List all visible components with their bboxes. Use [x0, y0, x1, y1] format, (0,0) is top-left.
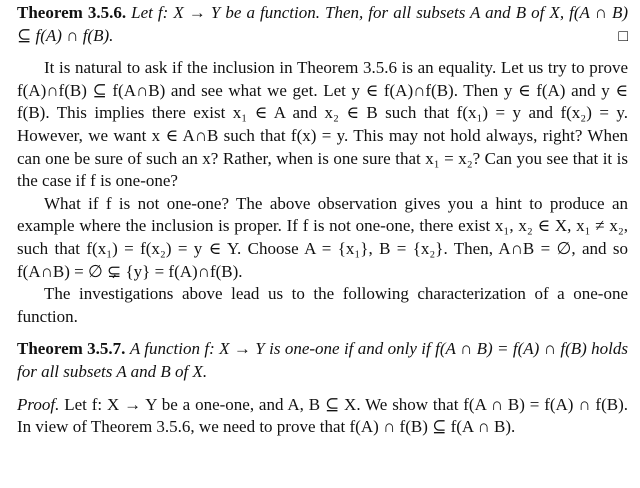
qed-symbol: □: [618, 27, 628, 45]
proof-text: Let f: X → Y be a one-one, and A, B ⊆ X. We show that f(A ∩ B) = f(A) ∩ f(B). In view of Theorem 3.5.6, we need to prove that f(A) ∩ f(B) ⊆ f(A ∩ B).: [17, 394, 629, 437]
theorem-label: Theorem 3.5.6.: [17, 3, 127, 22]
paragraph-characterization-lead: The investigations above lead us to the following characterization of a one-one function.: [17, 284, 628, 326]
proof-block: [17, 394, 628, 439]
paragraph-not-one-one: What if f is not one-one? The above observation gives you a hint to produce an example where the inclusion is proper. If f is not one-one, there exist x₁, x₂ ∈ X, x₁ ≠ x₂, such that f(x₁) = f(x₂) = y ∈ Y. Choose A = {x₁}, B = {x₂}. Then, A∩B = ∅, and so f(A∩B) = ∅ ⊊ {y} = f(A)∩f(B).: [17, 193, 628, 281]
theorem-statement: A function f: X → Y is one-one if and only if f(A ∩ B) = f(A) ∩ f(B) holds for all subsets A and B of X.: [17, 339, 629, 381]
theorem-label: Theorem 3.5.7.: [17, 339, 126, 359]
theorem-3-5-7: [17, 338, 628, 383]
theorem-statement: Let f: X → Y be a function. Then, for all subsets A and B of X, f(A ∩ B) ⊆ f(A) ∩ f(B).: [17, 3, 629, 45]
paragraph-equality-question: It is natural to ask if the inclusion in Theorem 3.5.6 is an equality. Let us try to prove f(A)∩f(B) ⊆ f(A∩B) and see what we get. Let y ∈ f(A)∩f(B). Then y ∈ f(A) and y ∈ f(B). This implies there exist x₁ ∈ A and x₂ ∈ B such that f(x₁) = y and f(x₂) = y. However, we want x ∈ A∩B such that f(x) = y. This may not hold always, right? When can one be sure of such an x? Rather, when is one sure that x₁ = x₂? Can you see that it is the case if f is one-one?: [17, 58, 628, 191]
proof-label: Proof.: [17, 394, 60, 414]
theorem-3-5-6: [17, 2, 628, 47]
